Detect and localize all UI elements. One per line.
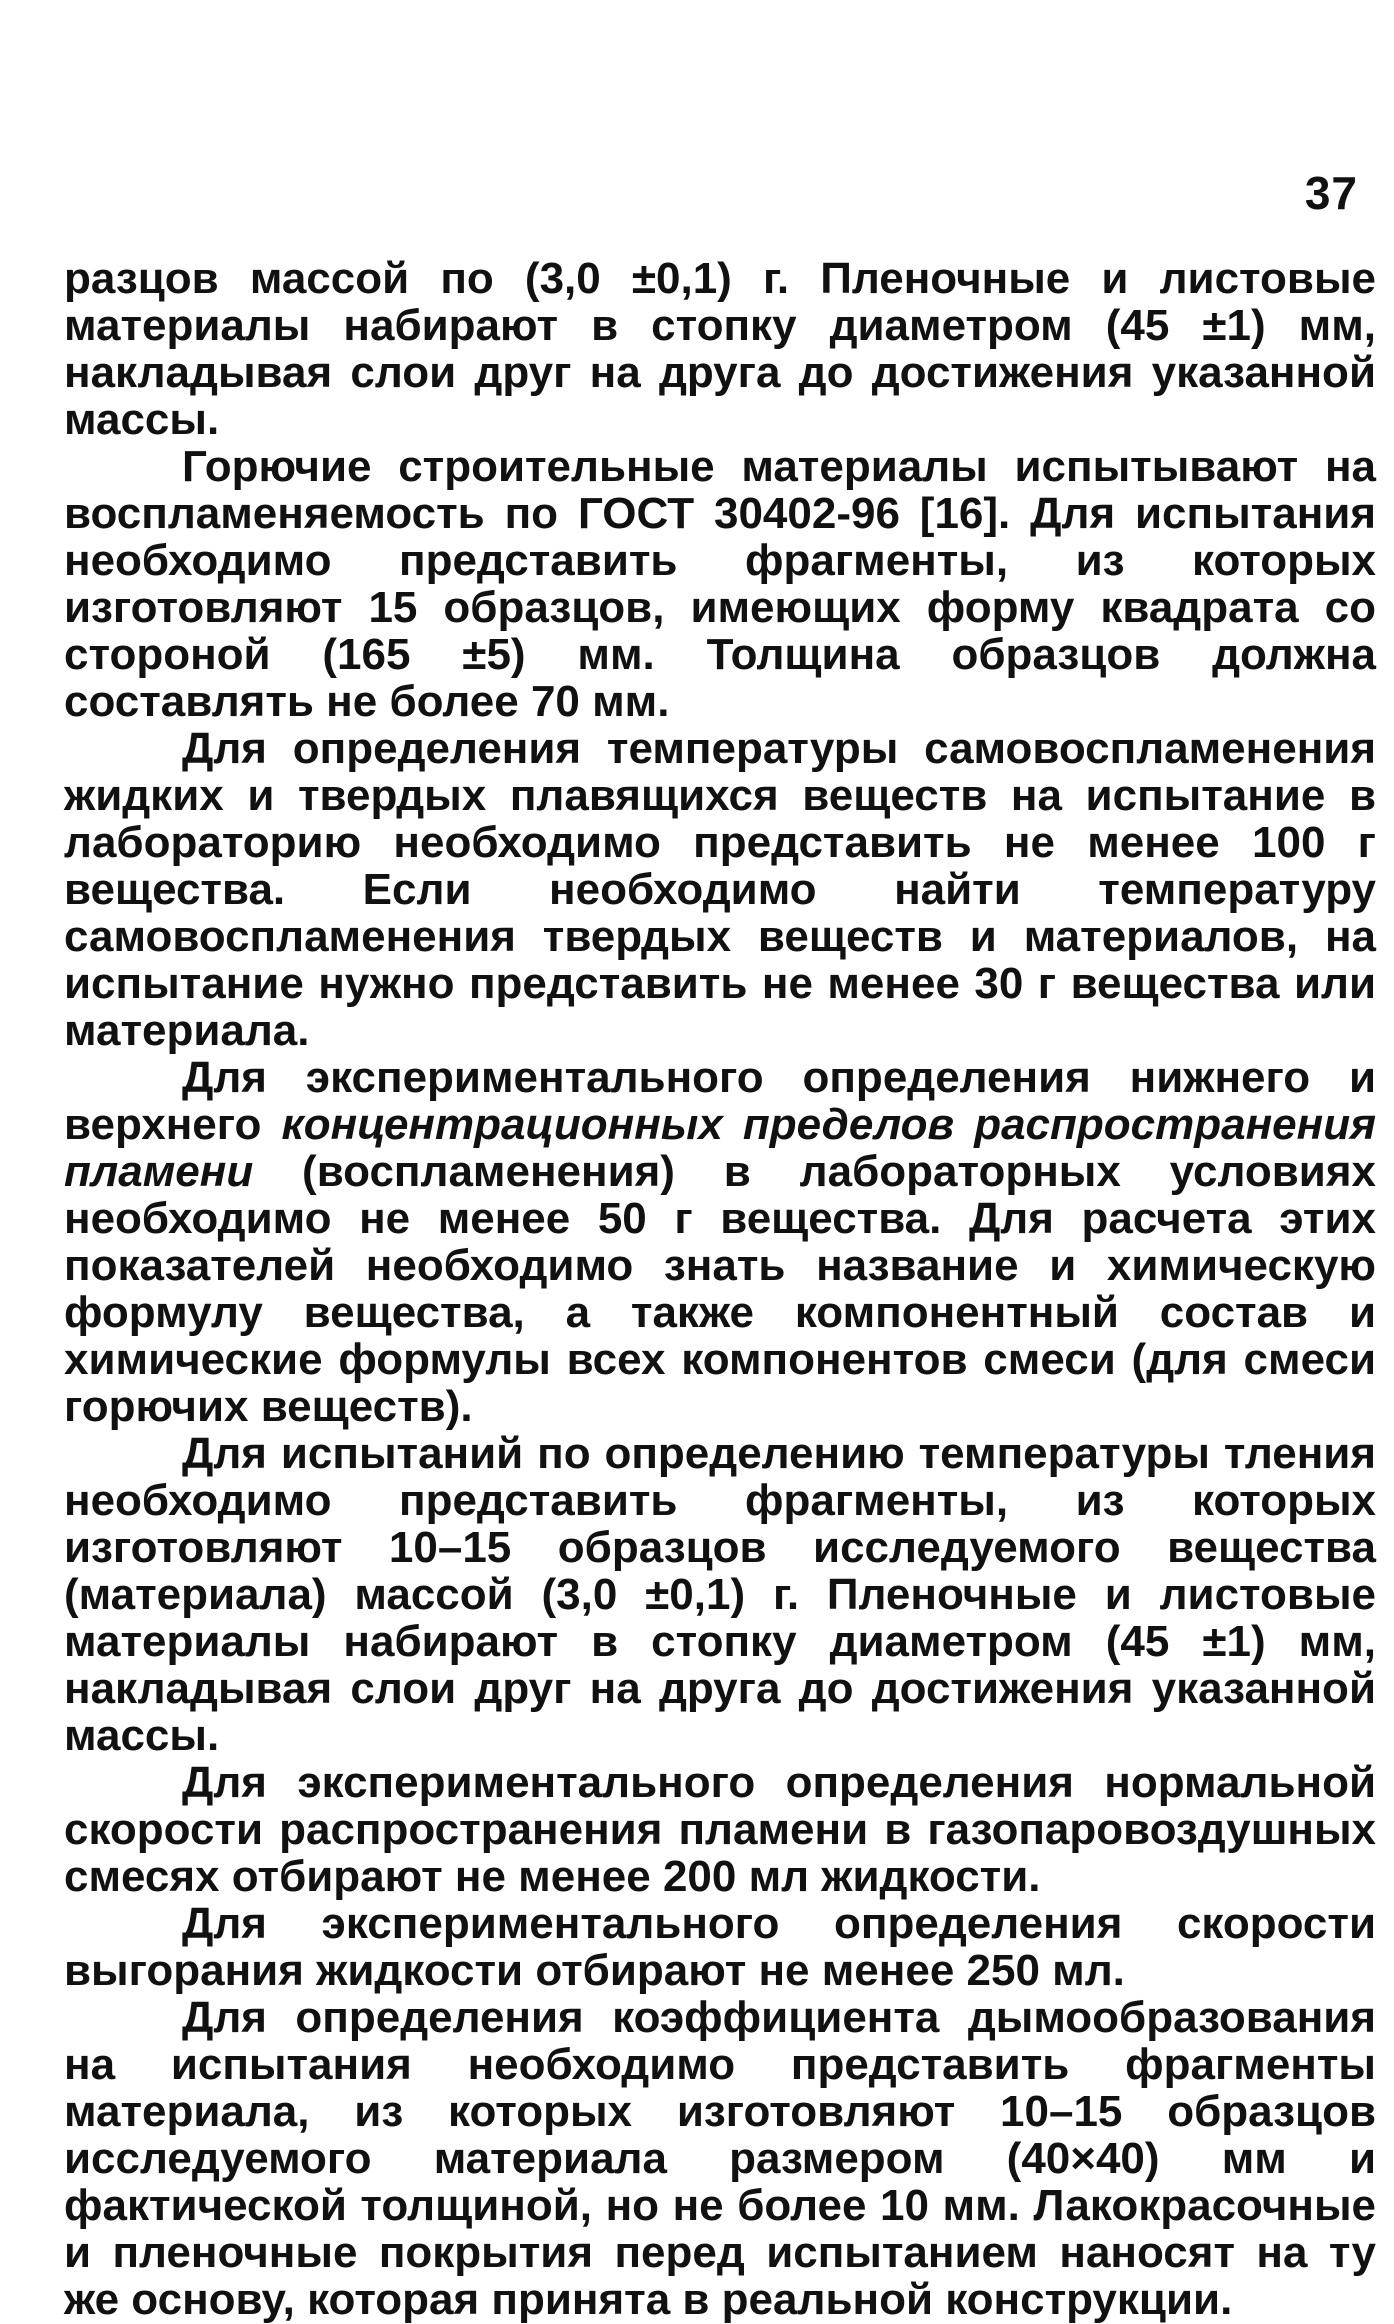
body-text	[64, 255, 1376, 2323]
italic-term: концентрационных пределов распространения пламени	[64, 1100, 1376, 1196]
paragraph-burnout-rate: Для экспериментального определения скорости выгорания жидкости отбирают не менее 250 мл.	[64, 1899, 1376, 1995]
paragraph-smoldering: Для испытаний по определению температуры тления необходимо представить фрагменты, из которых изготовляют 10–15 образцов исследуемого вещества (материала) массой (3,0 ±0,1) г. Пленочные и листовые материалы набирают в стопку диаметром (45 ±1) мм, накладывая слои друг на друга до достижения указанной массы.	[64, 1429, 1376, 1760]
paragraph-smoke-coefficient: Для определения коэффициента дымообразования на испытания необходимо представить фрагменты материала, из которых изготовляют 10–15 образцов исследуемого материала размером (40×40) мм и фактической толщиной, но не более 10 мм. Лакокрасочные и пленочные покрытия перед испытанием наносят на ту же основу, которая принята в реальной конструкции.	[64, 1993, 1376, 2324]
paragraph-text-before-italic: Для экспериментального определения нижнего и верхнего	[64, 1053, 1376, 1149]
paragraph-text-after-italic: (воспламенения) в лабораторных условиях необходимо не менее 50 г вещества. Для расчета этих показателей необходимо знать название и химическую формулу вещества, а также компонентный состав и химические формулы всех компонентов смеси (для смеси горючих веществ).	[64, 1147, 1376, 1431]
paragraph-continued: разцов массой по (3,0 ±0,1) г. Пленочные и листовые материалы набирают в стопку диаметром (45 ±1) мм, накладывая слои друг на друга до достижения указанной массы.	[64, 254, 1376, 444]
paragraph-concentration-limits	[64, 1054, 1376, 1430]
page-number: 37	[1304, 167, 1358, 219]
paragraph-flammability: Горючие строительные материалы испытывают на воспламеняемость по ГОСТ 30402-96 [16]. Для испытания необходимо представить фрагменты, из которых изготовляют 15 образцов, имеющих форму квадрата со стороной (165 ±5) мм. Толщина образцов должна составлять не более 70 мм.	[64, 442, 1376, 726]
paragraph-autoignition: Для определения температуры самовоспламенения жидких и твердых плавящихся веществ на испытание в лабораторию необходимо представить не менее 100 г вещества. Если необходимо найти температуру самовоспламенения твердых веществ и материалов, на испытание нужно представить не менее 30 г вещества или материала.	[64, 724, 1376, 1055]
paragraph-flame-speed: Для экспериментального определения нормальной скорости распространения пламени в газопаровоздушных смесях отбирают не менее 200 мл жидкости.	[64, 1758, 1376, 1901]
